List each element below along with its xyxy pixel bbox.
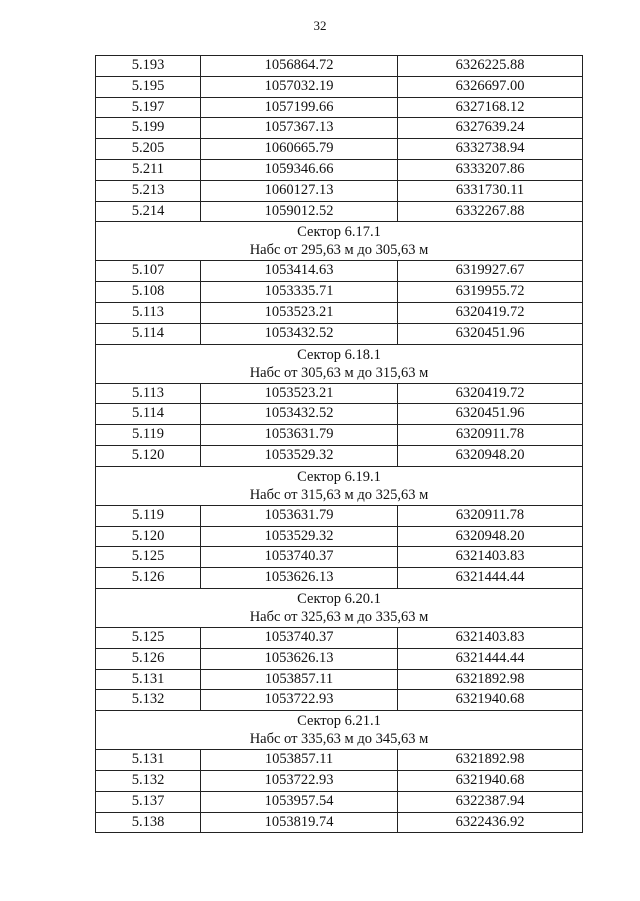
y-coordinate-cell: 6321444.44: [398, 568, 583, 589]
x-coordinate-cell: 1053432.52: [201, 323, 398, 344]
point-number-cell: 5.120: [96, 445, 201, 466]
sector-height-range: Набс от 335,63 м до 345,63 м: [249, 731, 429, 748]
point-number-cell: 5.126: [96, 568, 201, 589]
page-number: 32: [313, 18, 327, 33]
table-row: [96, 425, 583, 446]
point-number-cell: 5.138: [96, 812, 201, 833]
point-number-cell: 5.114: [96, 404, 201, 425]
y-coordinate-cell: 6326697.00: [398, 76, 583, 97]
y-coordinate-cell: 6320911.78: [398, 425, 583, 446]
x-coordinate-cell: 1053740.37: [201, 627, 398, 648]
sector-header-row: [96, 588, 583, 627]
x-coordinate-cell: 1053857.11: [201, 669, 398, 690]
y-coordinate-cell: 6322436.92: [398, 812, 583, 833]
table-row: [96, 282, 583, 303]
x-coordinate-cell: 1053626.13: [201, 648, 398, 669]
y-coordinate-cell: 6322387.94: [398, 791, 583, 812]
sector-header: [96, 222, 583, 261]
table-row: [96, 568, 583, 589]
point-number-cell: 5.211: [96, 159, 201, 180]
table-row: [96, 97, 583, 118]
table-row: [96, 669, 583, 690]
point-number-cell: 5.199: [96, 118, 201, 139]
table-row: [96, 505, 583, 526]
table-row: [96, 791, 583, 812]
x-coordinate-cell: 1053414.63: [201, 261, 398, 282]
y-coordinate-cell: 6331730.11: [398, 180, 583, 201]
point-number-cell: 5.205: [96, 139, 201, 160]
table-row: [96, 750, 583, 771]
sector-title: Сектор 6.21.1: [297, 713, 381, 730]
coordinates-table-body: [96, 56, 583, 833]
point-number-cell: 5.131: [96, 669, 201, 690]
x-coordinate-cell: 1053857.11: [201, 750, 398, 771]
point-number-cell: 5.132: [96, 690, 201, 711]
y-coordinate-cell: 6319955.72: [398, 282, 583, 303]
coordinates-table: [95, 55, 583, 833]
x-coordinate-cell: 1053631.79: [201, 425, 398, 446]
point-number-cell: 5.131: [96, 750, 201, 771]
y-coordinate-cell: 6321940.68: [398, 690, 583, 711]
table-row: [96, 383, 583, 404]
x-coordinate-cell: 1053740.37: [201, 547, 398, 568]
x-coordinate-cell: 1053523.21: [201, 302, 398, 323]
table-row: [96, 323, 583, 344]
point-number-cell: 5.213: [96, 180, 201, 201]
sector-height-range: Набс от 325,63 м до 335,63 м: [249, 608, 429, 625]
y-coordinate-cell: 6321940.68: [398, 770, 583, 791]
sector-title: Сектор 6.20.1: [297, 590, 381, 607]
sector-header-row: [96, 711, 583, 750]
x-coordinate-cell: 1057032.19: [201, 76, 398, 97]
y-coordinate-cell: 6320451.96: [398, 323, 583, 344]
point-number-cell: 5.125: [96, 547, 201, 568]
y-coordinate-cell: 6320948.20: [398, 526, 583, 547]
y-coordinate-cell: 6320948.20: [398, 445, 583, 466]
x-coordinate-cell: 1059012.52: [201, 201, 398, 222]
table-row: [96, 812, 583, 833]
table-row: [96, 627, 583, 648]
y-coordinate-cell: 6320419.72: [398, 383, 583, 404]
table-row: [96, 201, 583, 222]
y-coordinate-cell: 6320451.96: [398, 404, 583, 425]
x-coordinate-cell: 1057199.66: [201, 97, 398, 118]
sector-title: Сектор 6.18.1: [297, 346, 381, 363]
point-number-cell: 5.125: [96, 627, 201, 648]
sector-title: Сектор 6.17.1: [297, 224, 381, 241]
x-coordinate-cell: 1053529.32: [201, 445, 398, 466]
sector-header: [96, 344, 583, 383]
point-number-cell: 5.108: [96, 282, 201, 303]
table-row: [96, 445, 583, 466]
sector-height-range: Набс от 315,63 м до 325,63 м: [249, 486, 429, 503]
y-coordinate-cell: 6332738.94: [398, 139, 583, 160]
sector-header-row: [96, 222, 583, 261]
table-row: [96, 770, 583, 791]
y-coordinate-cell: 6321444.44: [398, 648, 583, 669]
sector-height-range: Набс от 295,63 м до 305,63 м: [249, 242, 429, 259]
table-row: [96, 404, 583, 425]
point-number-cell: 5.113: [96, 302, 201, 323]
point-number-cell: 5.113: [96, 383, 201, 404]
y-coordinate-cell: 6321403.83: [398, 627, 583, 648]
table-row: [96, 76, 583, 97]
point-number-cell: 5.119: [96, 505, 201, 526]
table-row: [96, 139, 583, 160]
sector-header-row: [96, 466, 583, 505]
sector-header: [96, 711, 583, 750]
x-coordinate-cell: 1060127.13: [201, 180, 398, 201]
sector-height-range: Набс от 305,63 м до 315,63 м: [249, 364, 429, 381]
table-row: [96, 118, 583, 139]
y-coordinate-cell: 6320911.78: [398, 505, 583, 526]
y-coordinate-cell: 6321403.83: [398, 547, 583, 568]
y-coordinate-cell: 6327639.24: [398, 118, 583, 139]
y-coordinate-cell: 6332267.88: [398, 201, 583, 222]
point-number-cell: 5.197: [96, 97, 201, 118]
x-coordinate-cell: 1053529.32: [201, 526, 398, 547]
x-coordinate-cell: 1053523.21: [201, 383, 398, 404]
x-coordinate-cell: 1053432.52: [201, 404, 398, 425]
x-coordinate-cell: 1053631.79: [201, 505, 398, 526]
point-number-cell: 5.193: [96, 56, 201, 77]
table-row: [96, 648, 583, 669]
sector-header: [96, 588, 583, 627]
x-coordinate-cell: 1053722.93: [201, 690, 398, 711]
x-coordinate-cell: 1059346.66: [201, 159, 398, 180]
x-coordinate-cell: 1053626.13: [201, 568, 398, 589]
sector-header-row: [96, 344, 583, 383]
table-row: [96, 690, 583, 711]
point-number-cell: 5.126: [96, 648, 201, 669]
point-number-cell: 5.137: [96, 791, 201, 812]
sector-header: [96, 466, 583, 505]
table-row: [96, 159, 583, 180]
point-number-cell: 5.114: [96, 323, 201, 344]
y-coordinate-cell: 6320419.72: [398, 302, 583, 323]
sector-title: Сектор 6.19.1: [297, 468, 381, 485]
y-coordinate-cell: 6327168.12: [398, 97, 583, 118]
table-row: [96, 56, 583, 77]
y-coordinate-cell: 6319927.67: [398, 261, 583, 282]
y-coordinate-cell: 6321892.98: [398, 750, 583, 771]
point-number-cell: 5.119: [96, 425, 201, 446]
y-coordinate-cell: 6321892.98: [398, 669, 583, 690]
point-number-cell: 5.195: [96, 76, 201, 97]
point-number-cell: 5.214: [96, 201, 201, 222]
x-coordinate-cell: 1053722.93: [201, 770, 398, 791]
y-coordinate-cell: 6333207.86: [398, 159, 583, 180]
point-number-cell: 5.132: [96, 770, 201, 791]
point-number-cell: 5.120: [96, 526, 201, 547]
x-coordinate-cell: 1060665.79: [201, 139, 398, 160]
x-coordinate-cell: 1057367.13: [201, 118, 398, 139]
table-row: [96, 180, 583, 201]
x-coordinate-cell: 1053819.74: [201, 812, 398, 833]
x-coordinate-cell: 1053957.54: [201, 791, 398, 812]
table-row: [96, 261, 583, 282]
table-row: [96, 526, 583, 547]
x-coordinate-cell: 1056864.72: [201, 56, 398, 77]
table-row: [96, 302, 583, 323]
y-coordinate-cell: 6326225.88: [398, 56, 583, 77]
x-coordinate-cell: 1053335.71: [201, 282, 398, 303]
table-row: [96, 547, 583, 568]
point-number-cell: 5.107: [96, 261, 201, 282]
